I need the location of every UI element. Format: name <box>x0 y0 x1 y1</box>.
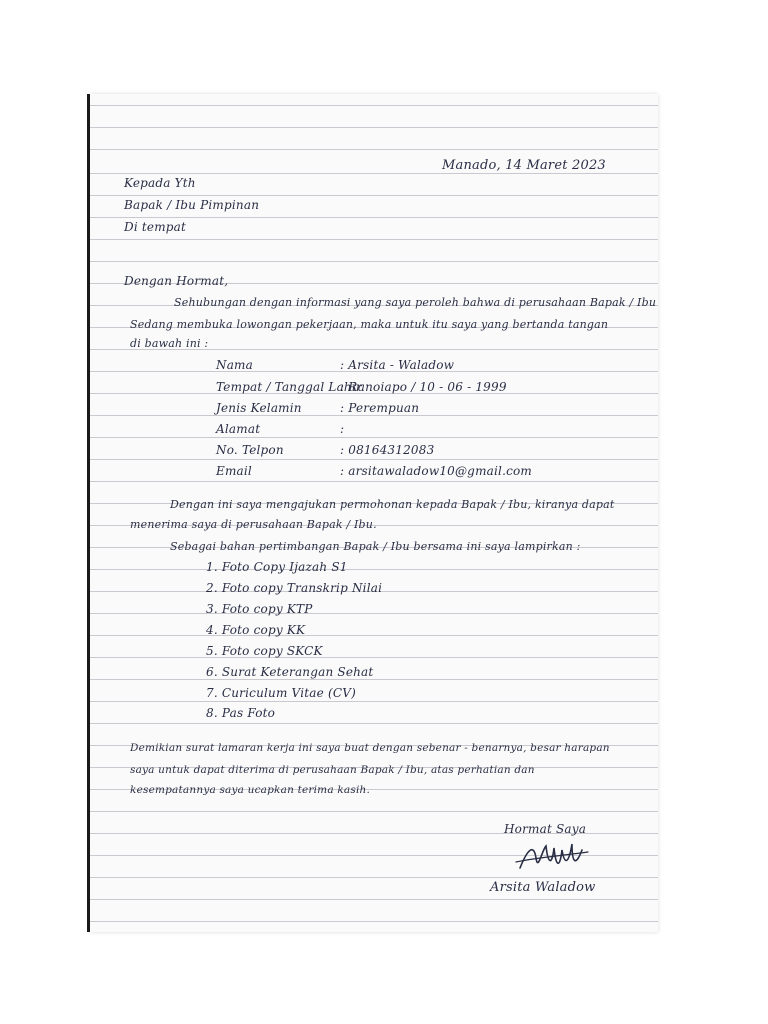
letter-date: Manado, 14 Maret 2023 <box>442 158 606 173</box>
lined-paper <box>90 94 658 932</box>
attachment-item: 3. Foto copy KTP <box>206 602 313 616</box>
field-value: : Perempuan <box>340 401 420 415</box>
attachment-item: 1. Foto Copy Ijazah S1 <box>206 560 348 574</box>
field-label: Jenis Kelamin <box>216 401 302 415</box>
recipient-line: Kepada Yth <box>124 176 196 190</box>
closing-line: kesempatannya saya ucapkan terima kasih. <box>130 784 371 796</box>
attachment-item: 2. Foto copy Transkrip Nilai <box>206 581 383 595</box>
field-label: Nama <box>216 358 253 372</box>
closing-line: Demikian surat lamaran kerja ini saya buat dengan sebenar - benarnya, besar harapan <box>130 742 610 754</box>
field-label: Tempat / Tanggal Lahir <box>216 380 362 394</box>
attachments-intro: Sebagai bahan pertimbangan Bapak / Ibu bersama ini saya lampirkan : <box>170 540 581 553</box>
request-line: Dengan ini saya mengajukan permohonan kepada Bapak / Ibu, kiranya dapat <box>170 498 615 511</box>
sign-off: Hormat Saya <box>504 822 587 836</box>
handwritten-signature <box>514 838 594 878</box>
attachment-item: 8. Pas Foto <box>206 706 276 720</box>
attachment-item: 4. Foto copy KK <box>206 623 306 637</box>
closing-line: saya untuk dapat diterima di perusahaan Bapak / Ibu, atas perhatian dan <box>130 764 535 776</box>
field-value: : Ranoiapo / 10 - 06 - 1999 <box>340 380 507 394</box>
recipient-line: Di tempat <box>124 220 187 234</box>
field-value: : 08164312083 <box>340 443 435 457</box>
intro-line: Sehubungan dengan informasi yang saya peroleh bahwa di perusahaan Bapak / Ibu <box>174 296 657 309</box>
intro-line: di bawah ini : <box>130 337 209 350</box>
attachment-item: 6. Surat Keterangan Sehat <box>206 665 374 679</box>
greeting: Dengan Hormat, <box>124 274 229 288</box>
attachment-item: 5. Foto copy SKCK <box>206 644 323 658</box>
attachment-item: 7. Curiculum Vitae (CV) <box>206 686 356 700</box>
field-value: : <box>340 422 345 436</box>
recipient-line: Bapak / Ibu Pimpinan <box>124 198 260 212</box>
signer-name: Arsita Waladow <box>490 880 596 895</box>
field-label: Email <box>216 464 252 478</box>
field-label: No. Telpon <box>216 443 284 457</box>
field-value: : Arsita - Waladow <box>340 358 455 372</box>
intro-line: Sedang membuka lowongan pekerjaan, maka untuk itu saya yang bertanda tangan <box>130 318 609 331</box>
field-label: Alamat <box>216 422 261 436</box>
field-value: : arsitawaladow10@gmail.com <box>340 464 533 478</box>
request-line: menerima saya di perusahaan Bapak / Ibu. <box>130 518 377 531</box>
